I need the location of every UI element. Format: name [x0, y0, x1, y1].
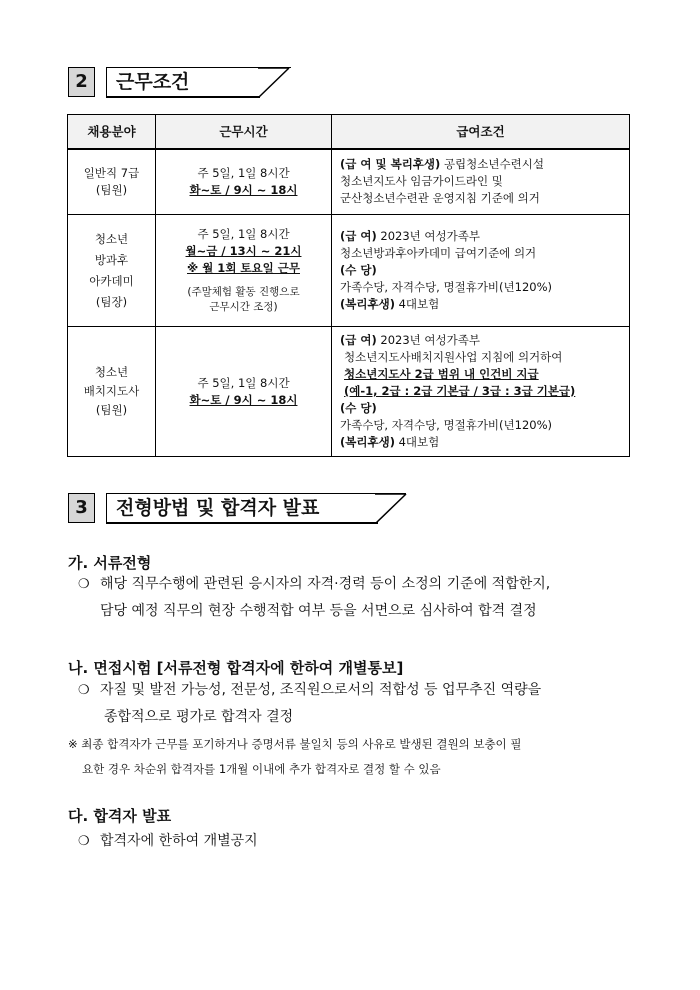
subsection-heading: 가. 서류전형	[68, 554, 152, 572]
header-field: 채용분야	[68, 115, 156, 149]
pay-emphasis: 청소년지도사 2급 범위 내 인건비 지급	[344, 367, 539, 381]
header-pay: 급여조건	[332, 115, 630, 149]
bullet-icon: ❍	[78, 577, 90, 592]
section-3-header	[68, 493, 408, 525]
section-number: 3	[68, 493, 95, 523]
field-name: 배치지도사	[83, 384, 140, 398]
pay-text: 청소년지도사배치지원사업 지침에 의거하여	[344, 350, 563, 364]
pay-text: 4대보험	[394, 435, 440, 449]
pay-text: 가족수당, 자격수당, 명절휴가비(년120%)	[340, 280, 552, 294]
pay-label: (수 당)	[340, 401, 377, 415]
table-header-row	[68, 115, 630, 149]
bullet-icon: ❍	[78, 834, 90, 849]
paragraph-line: 담당 예정 직무의 현장 수행적합 여부 등을 서면으로 심사하여 합격 결정	[100, 603, 537, 619]
field-role: (팀원)	[95, 403, 128, 417]
field-role: (팀원)	[95, 182, 128, 197]
section-underline	[106, 96, 260, 98]
pay-text: 군산청소년수련관 운영지침 기준에 의거	[340, 191, 540, 206]
section-title: 전형방법 및 합격자 발표	[106, 493, 406, 523]
field-name: 아카데미	[89, 273, 134, 288]
pay-cell	[332, 215, 630, 327]
pay-label: (급 여)	[340, 333, 377, 347]
work-conditions-table	[67, 114, 630, 457]
paragraph-line: 자질 및 발전 가능성, 전문성, 조직원으로서의 적합성 등 업무추진 역량을	[100, 682, 542, 698]
time-schedule: 화~토 / 9시 ~ 18시	[189, 392, 298, 407]
section-2-header	[68, 67, 293, 99]
subsection-heading: 다. 합격자 발표	[68, 807, 172, 825]
pay-label: (급 여)	[340, 229, 377, 243]
time-cell	[156, 327, 332, 457]
section-slash-decoration	[368, 493, 408, 525]
pay-label: (수 당)	[340, 263, 377, 277]
time-cell	[156, 149, 332, 215]
pay-label: (복리후생)	[340, 297, 395, 311]
section-title: 근무조건	[106, 67, 291, 97]
field-cell	[68, 149, 156, 215]
section-underline	[106, 522, 378, 524]
note-line: ※ 최종 합격자가 근무를 포기하거나 증명서류 불일치 등의 사유로 발생된 결원의 보충이 필	[68, 737, 522, 751]
time-line: 주 5일, 1일 8시간	[197, 227, 290, 241]
time-note: ※ 월 1회 토요일 근무	[187, 261, 300, 275]
table-row	[68, 327, 630, 457]
field-name: 방과후	[94, 252, 129, 267]
field-role: (팀장)	[95, 294, 128, 309]
field-name: 청소년	[94, 231, 129, 246]
pay-text: 2023년 여성가족부	[376, 333, 480, 347]
section-slash-decoration	[251, 67, 291, 99]
pay-text: 청소년방과후아카데미 급여기준에 의거	[340, 246, 537, 260]
paragraph-line: 해당 직무수행에 관련된 응시자의 자격·경력 등이 소정의 기준에 적합한지,	[100, 576, 551, 592]
field-name: 청소년	[94, 365, 129, 379]
paragraph-line: 합격자에 한하여 개별공지	[100, 833, 258, 849]
time-cell	[156, 215, 332, 327]
pay-cell	[332, 327, 630, 457]
note-line: 요한 경우 차순위 합격자를 1개월 이내에 추가 합격자로 결정 할 수 있음	[82, 762, 441, 776]
table-row	[68, 215, 630, 327]
paragraph-line: 종합적으로 평가로 합격자 결정	[104, 709, 294, 725]
pay-text: 4대보험	[394, 297, 440, 311]
pay-text: 공립청소년수련시설	[440, 157, 544, 172]
time-remark: 근무시간 조정)	[209, 301, 278, 313]
time-remark: (주말체험 활동 진행으로	[187, 286, 300, 298]
pay-label: (급 여 및 복리후생)	[340, 157, 441, 172]
time-schedule: 화~토 / 9시 ~ 18시	[189, 182, 298, 197]
pay-cell	[332, 149, 630, 215]
section-number: 2	[68, 67, 95, 97]
bullet-icon: ❍	[78, 683, 90, 698]
pay-text: 가족수당, 자격수당, 명절휴가비(년120%)	[340, 418, 552, 432]
table-row	[68, 149, 630, 215]
time-line: 주 5일, 1일 8시간	[197, 375, 290, 390]
field-cell	[68, 215, 156, 327]
pay-label: (복리후생)	[340, 435, 395, 449]
pay-text: 청소년지도사 임금가이드라인 및	[340, 174, 503, 189]
time-line: 주 5일, 1일 8시간	[197, 165, 290, 180]
time-schedule: 월~금 / 13시 ~ 21시	[185, 244, 302, 258]
field-cell	[68, 327, 156, 457]
field-name: 일반직 7급	[83, 165, 140, 180]
subsection-heading: 나. 면접시험 [서류전형 합격자에 한하여 개별통보]	[68, 659, 404, 677]
pay-emphasis: (예-1, 2급 : 2급 기본급 / 3급 : 3급 기본급)	[344, 384, 576, 398]
header-time: 근무시간	[156, 115, 332, 149]
pay-text: 2023년 여성가족부	[376, 229, 480, 243]
